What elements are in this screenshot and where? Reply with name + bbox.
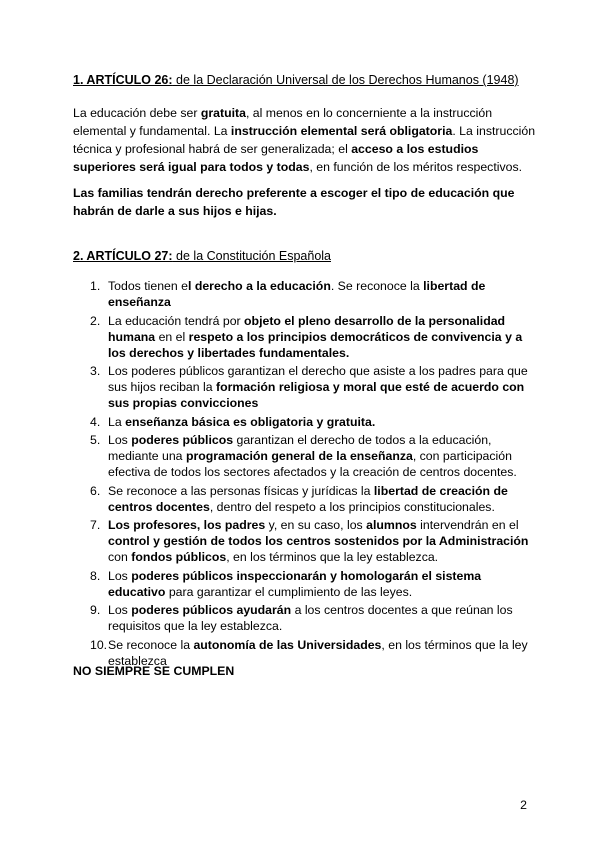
text-run: Los <box>108 603 132 617</box>
text-run: La educación debe ser <box>73 106 201 120</box>
text-run: Se reconoce la <box>108 637 194 652</box>
text-run: Se reconoce a las personas físicas y jurídicas la <box>108 483 374 498</box>
list-item <box>73 602 531 634</box>
bold-text-run: poderes públicos <box>131 433 234 447</box>
text-run: . La instrucción técnica y profesional habrá de ser generalizada; el <box>73 124 536 156</box>
article27-list <box>73 278 531 671</box>
text-run: , en los términos que la ley establezca. <box>226 550 439 564</box>
bold-text-run: acceso a los estudios superiores será igual para todos y todas <box>73 142 479 174</box>
bold-text-run: libertad de creación de centros docentes <box>108 483 508 514</box>
bold-text-run: gratuita <box>200 106 246 120</box>
list-item-number: 8. <box>90 568 101 583</box>
text-run: Los <box>108 433 132 447</box>
text-run: intervendrán en el <box>416 518 519 532</box>
bold-text-run: l derecho a la educación <box>188 279 331 293</box>
text-run: , al menos en lo concerniente a la instrucción elemental y fundamental. La <box>73 106 493 138</box>
list-item <box>73 517 531 565</box>
section1-heading-label: 1. ARTÍCULO 26: <box>73 73 173 87</box>
section2-heading <box>73 249 331 263</box>
list-item-number: 3. <box>90 364 101 378</box>
list-item <box>73 278 531 310</box>
text-run: en el <box>155 329 189 344</box>
list-item-number: 5. <box>90 433 101 447</box>
bold-text-run: alumnos <box>366 518 417 532</box>
section1-paragraph <box>73 104 543 176</box>
text-run: Los <box>108 568 132 583</box>
text-run: con <box>108 550 132 564</box>
list-item <box>73 432 531 480</box>
text-run: , en función de los méritos respectivos. <box>309 160 523 174</box>
bold-text-run: formación religiosa y moral que esté de acuerdo con sus propias convicciones <box>108 380 525 410</box>
text-run: para garantizar el cumplimiento de las leyes. <box>165 584 413 599</box>
list-item-number: 10. <box>90 637 108 652</box>
list-item <box>73 483 531 515</box>
text-run: a los centros docentes a que reúnan los requisitos que la ley establezca. <box>108 603 513 633</box>
text-run: , en los términos que la ley establezca <box>108 637 528 668</box>
list-item-number: 6. <box>90 483 101 498</box>
text-run: , con participación efectiva de todos los sectores afectados y la creación de centros docentes. <box>108 449 517 479</box>
bold-text-run: instrucción elemental será obligatoria <box>230 124 453 138</box>
text-run: Los poderes públicos garantizan el derecho que asiste a los padres para que sus hijos reciban la <box>108 364 528 394</box>
list-item <box>73 568 531 600</box>
bold-text-run: control y gestión de todos los centros sostenidos por la Administración <box>108 534 529 548</box>
list-item-number: 1. <box>90 279 101 293</box>
bold-text-run: libertad de enseñanza <box>108 279 486 309</box>
text-run: La <box>108 414 126 429</box>
bold-text-run: respeto a los principios democráticos de convivencia y a los derechos y libertades fundamentales. <box>108 329 523 360</box>
list-item-number: 4. <box>90 414 101 429</box>
list-item-number: 7. <box>90 518 101 532</box>
closing-statement: NO SIEMPRE SE CUMPLEN <box>73 664 235 678</box>
bold-text-run: enseñanza básica es obligatoria y gratuita. <box>125 414 376 429</box>
bold-text-run: autonomía de las Universidades <box>193 637 382 652</box>
section1-heading <box>73 73 519 87</box>
bold-text-run: programación general de la enseñanza <box>185 449 413 463</box>
list-item <box>73 414 531 430</box>
section2-heading-label: 2. ARTÍCULO 27: <box>73 249 173 263</box>
text-run: . Se reconoce la <box>330 279 424 293</box>
text-run: garantizan el derecho de todos a la educación, mediante una <box>108 433 492 463</box>
bold-text-run: Los profesores, los padres <box>108 518 266 532</box>
families-statement: Las familias tendrán derecho preferente a escoger el tipo de educación que habrán de darle a sus hijos e hijas. <box>73 186 515 218</box>
text-run: y, en su caso, los <box>265 518 367 532</box>
list-item <box>73 313 531 361</box>
section2-heading-title: de la Constitución Española <box>172 249 331 263</box>
bold-text-run: poderes públicos ayudarán <box>131 603 292 617</box>
text-run: Todos tienen e <box>108 279 188 293</box>
bold-text-run: objeto el pleno desarrollo de la personalidad humana <box>108 313 506 344</box>
bold-text-run: fondos públicos <box>131 550 227 564</box>
text-run: , dentro del respeto a los principios constitucionales. <box>209 499 495 514</box>
list-item-number: 2. <box>90 313 101 328</box>
section1-heading-title: de la Declaración Universal de los Derechos Humanos (1948) <box>172 73 519 87</box>
page-number: 2 <box>520 798 527 812</box>
list-item <box>73 363 531 411</box>
list-item-number: 9. <box>90 603 101 617</box>
bold-text-run: poderes públicos inspeccionarán y homologarán el sistema educativo <box>108 568 482 599</box>
text-run: La educación tendrá por <box>108 313 245 328</box>
